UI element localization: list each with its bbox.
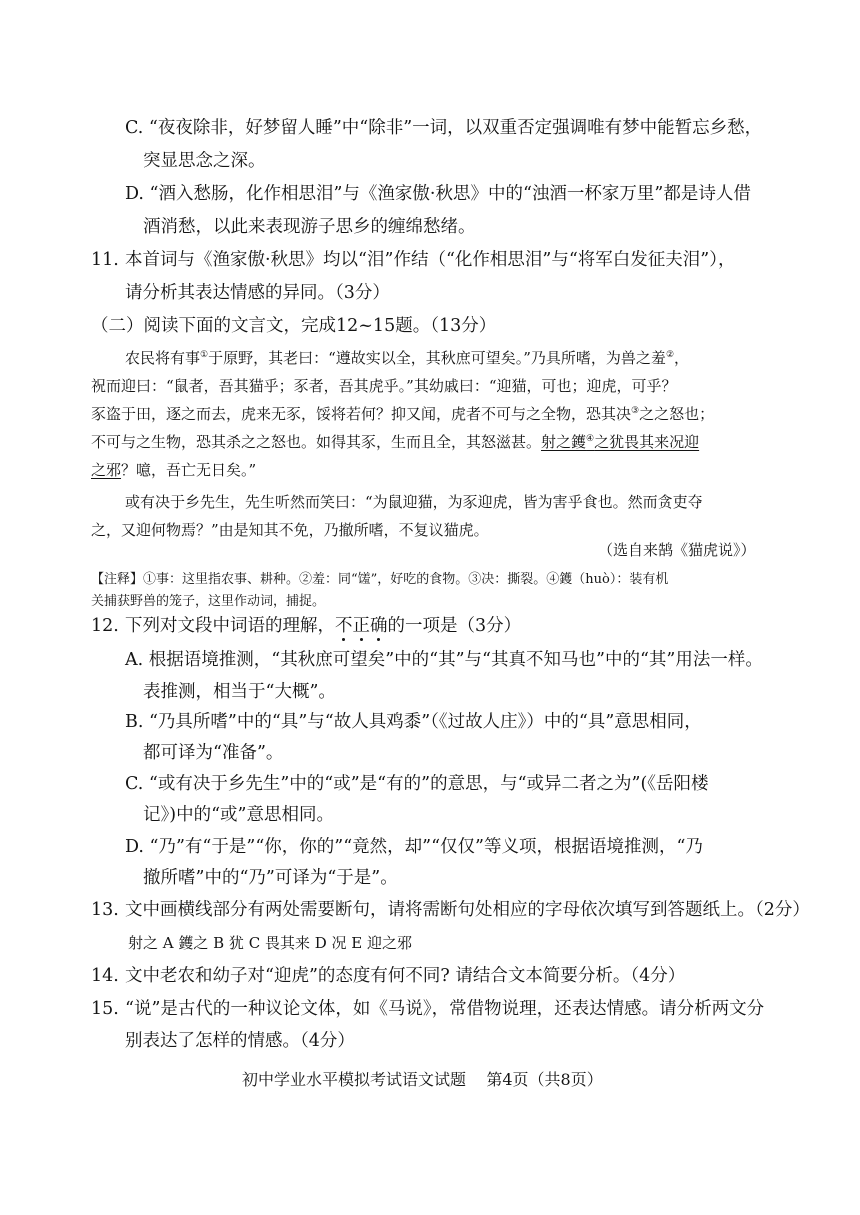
q12-option-a-line1: A. 根据语境推测，“其秋庶可望矣”中的“其”与“其真不知马也”中的“其”用法一样。 [125, 650, 763, 670]
q12-number: 12. [91, 616, 119, 636]
q12-option-c-line2: 记》)中的“或”意思相同。 [143, 805, 334, 825]
q12-option-c-line1: C. “或有决于乡先生”中的“或”是“有的”的意思，与“或异二者之为”(《岳阳楼 [125, 774, 709, 794]
q14-number: 14. [91, 966, 119, 986]
q12-option-b-line1: B. “乃具所嗜”中的“具”与“故人具鸡黍”（《过故人庄》）中的“具”意思相同， [125, 712, 702, 732]
passage-line: 农民将有事①于原野，其老曰：“遵故实以全，其秋庶可望矣。”乃具所嗜，为兽之羞②， [125, 349, 690, 367]
section-heading: （二）阅读下面的文言文，完成12~15题。（13分） [91, 316, 497, 336]
q11-number: 11. [91, 250, 119, 270]
q14-stem: 文中老农和幼子对“迎虎”的态度有何不同? 请结合文本简要分析。（4分） [125, 966, 686, 986]
annotation-line: 关捕获野兽的笼子，这里作动词，捕捉。 [91, 594, 326, 609]
q15-stem-line2: 别表达了怎样的情感。（4分） [125, 1031, 355, 1051]
q10-option-c-line2: 突显思念之深。 [143, 151, 266, 171]
q11-stem-line2: 请分析其表达情感的异同。（3分） [125, 283, 390, 303]
passage-line: 不可与之生物，恐其杀之之怒也。如得其豕，生而且全，其怒滋甚。射之鑊④之犹畏其来况迎 [91, 433, 700, 451]
passage-line: 豕盗于田，逐之而去，虎来无豕，馁将若何？抑又闻，虎者不可与之全物，恐其决③之之怒也； [91, 405, 715, 423]
annotation-line: 【注释】①事：这里指农事、耕种。②羞：同“馐”，好吃的食物。③决：撕裂。④鑊（huò）：装有机 [91, 572, 669, 587]
q10-option-d-line1: D. “酒入愁肠，化作相思泪”与《渔家傲·秋思》中的“浊酒一杯家万里”都是诗人借 [125, 184, 751, 204]
passage-source: （选自来鹄《猫虎说》） [598, 541, 756, 559]
q12-option-b-line2: 都可译为“准备”。 [143, 743, 284, 763]
q12-stem: 下列对文段中词语的理解，不正确的一项是（3分） [125, 616, 522, 636]
q12-option-d-line2: 撤所嗜”中的“乃”可译为“于是”。 [143, 868, 398, 888]
page-footer: 初中学业水平模拟考试语文试题 第4页（共8页） [242, 1070, 603, 1089]
q13-sentence-with-letters: 射之 A 鑊之 B 犹 C 畏其来 D 况 E 迎之邪 [128, 934, 412, 952]
passage-line: 或有决于乡先生，先生听然而笑曰：“为鼠迎猫，为豕迎虎，皆为害乎食也。然而贪吏夺 [125, 493, 703, 511]
q11-stem-line1: 本首词与《渔家傲·秋思》均以“泪”作结（“化作相思泪”与“将军白发征夫泪”）， [125, 250, 736, 270]
q15-number: 15. [91, 999, 119, 1019]
underlined-sentence: 之邪 [91, 461, 122, 479]
q15-stem-line1: “说”是古代的一种议论文体，如《马说》，常借物说理，还表达情感。请分析两文分 [125, 999, 765, 1019]
passage-line: 之邪？噫，吾亡无日矣。” [91, 461, 257, 479]
q10-option-d-line2: 酒消愁，以此来表现游子思乡的缠绵愁绪。 [143, 217, 476, 237]
underlined-sentence: 射之鑊④之犹畏其来况迎 [541, 433, 700, 451]
q12-option-d-line1: D. “乃”有“于是”“你，你的”“竟然，却”“仅仅”等义项，根据语境推测，“乃 [125, 837, 703, 857]
q10-option-c-line1: C. “夜夜除非，好梦留人睡”中“除非”一词，以双重否定强调唯有梦中能暂忘乡愁， [125, 118, 763, 138]
q12-option-a-line2: 表推测，相当于“大概”。 [143, 682, 336, 702]
q13-stem: 文中画横线部分有两处需要断句，请将需断句处相应的字母依次填写到答题纸上。（2分） [125, 900, 810, 920]
passage-line: 之，又迎何物焉？”由是知其不免，乃撤所嗜，不复议猫虎。 [91, 521, 489, 539]
q13-number: 13. [91, 900, 119, 920]
passage-line: 祝而迎曰：“鼠者，吾其猫乎；豕者，吾其虎乎。”其幼戚曰：“迎猫，可也；迎虎，可乎？ [91, 377, 677, 395]
